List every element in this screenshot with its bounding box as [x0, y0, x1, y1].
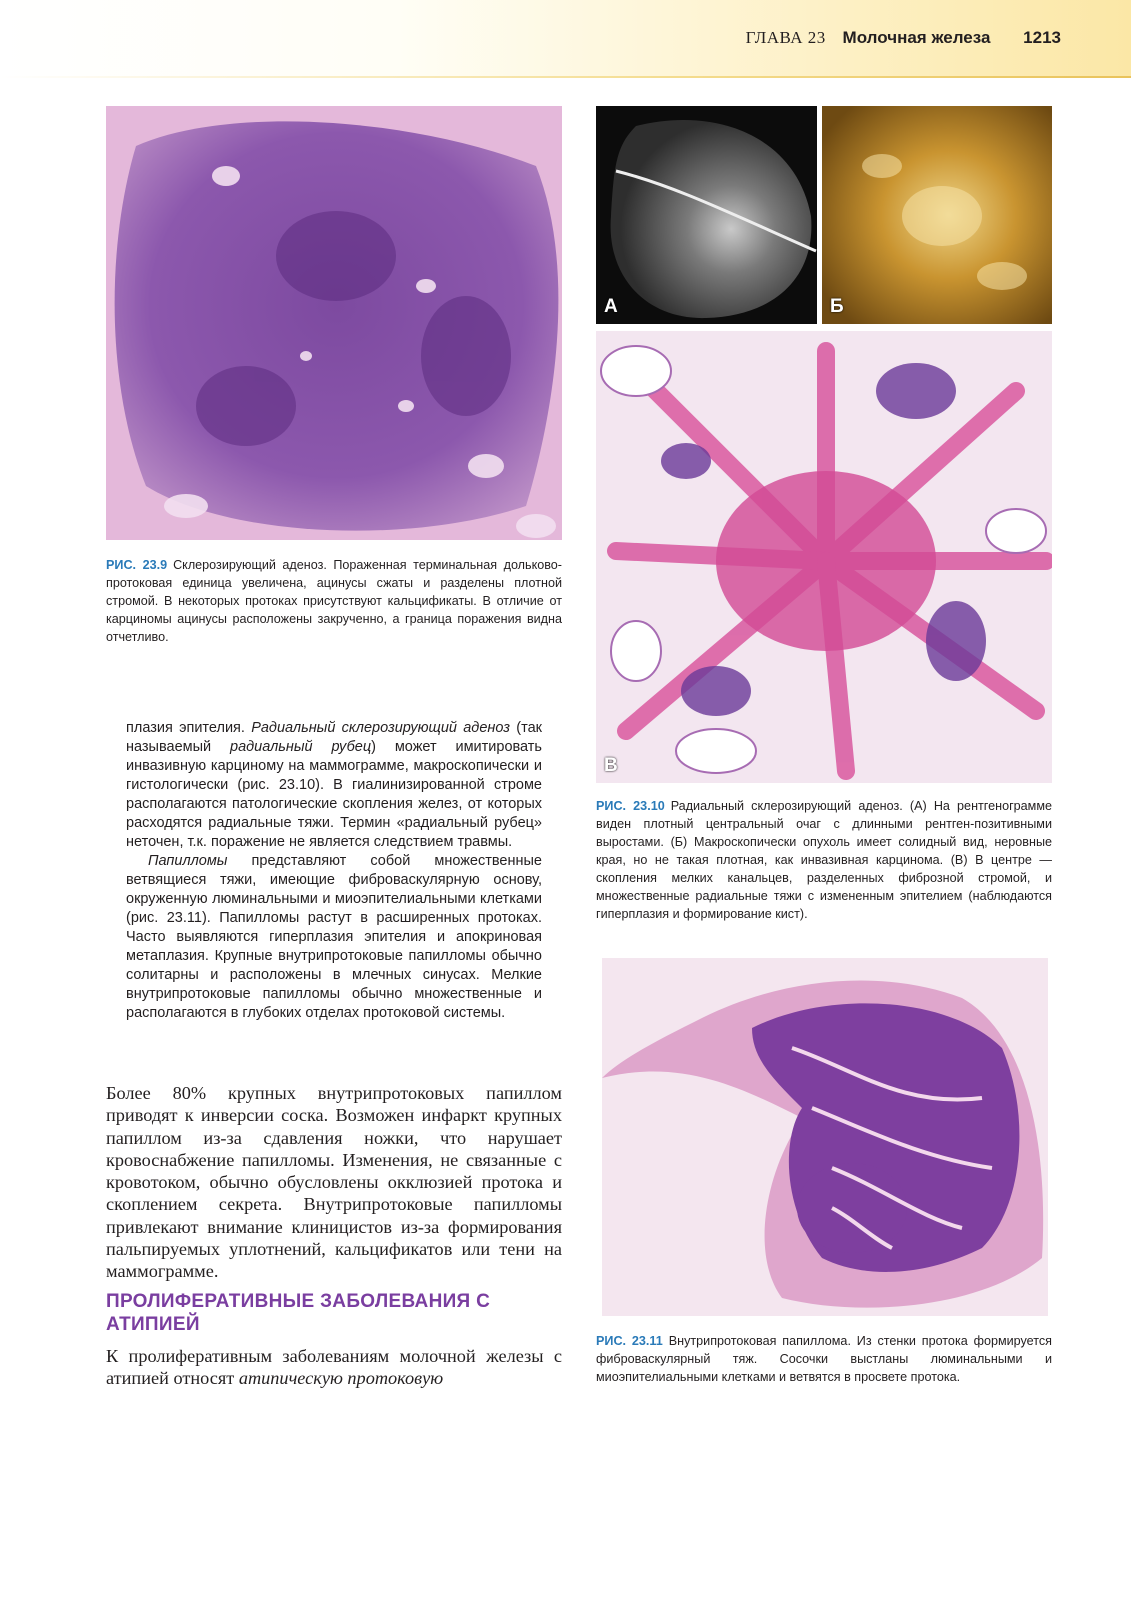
caption-label: РИС. 23.10: [596, 799, 665, 813]
figure-23-11-caption: [596, 1332, 1052, 1386]
figure-23-10-panel-c: [596, 331, 1052, 783]
figure-23-11-image: [602, 958, 1048, 1316]
panel-label-c: В: [604, 755, 618, 776]
histology-sclerosing-adenosis: [106, 106, 562, 540]
body-sans-block: [126, 719, 542, 1023]
panel-label-b: Б: [830, 296, 844, 317]
caption-label: РИС. 23.11: [596, 1334, 663, 1348]
caption-text: Внутрипротоковая папиллома. Из стенки протока формируется фиброваскулярный тяж. Сосочки выстланы люминальными и миоэпителиальными клетками и ветвятся в просвете протока.: [596, 1334, 1052, 1384]
gross-specimen-image: [822, 106, 1052, 324]
caption-text: Склерозирующий аденоз. Пораженная терминальная дольково-протоковая единица увеличена, ацинусы сжаты и разделены плотной стромой. В некоторых протоках присутствуют кальцификаты. В отличие от карциномы ацинусы расположены закрученно, а граница поражения видна отчетливо.: [106, 558, 562, 644]
caption-text: Радиальный склерозирующий аденоз. (А) На рентгенограмме виден плотный центральный очаг с длинными рентген-позитивными выростами. (Б) Макроскопически опухоль имеет солидный вид, неровные края, но не такая плотная, как инвазивная карцинома. (В) В центре — скопления мелких канальцев, разделенных фиброзной стромой, и множественные радиальные тяжи с измененным эпителием (наблюдаются гиперплазия и формирование кист).: [596, 799, 1052, 921]
body-serif-final: К пролиферативным заболеваниям молочной железы с атипией относят атипическую протоковую: [106, 1346, 562, 1389]
header-text: [746, 28, 1061, 48]
histology-intraductal-papilloma: [602, 958, 1048, 1316]
figure-23-9-caption: [106, 556, 562, 646]
body-serif-paragraph: Более 80% крупных внутрипротоковых папиллом приводят к инверсии соска. Возможен инфаркт крупных папиллом из-за сдавления ножки, что нарушает кровоснабжение папилломы. Изменения, не связанные с кровотоком, обычно обусловлены окклюзией протока и скоплением секрета. Внутрипротоковые папилломы привлекают внимание клиницистов из-за формирования пальпируемых уплотнений, кальцификатов или тени на маммограмме.: [106, 1083, 562, 1282]
section-heading: ПРОЛИФЕРАТИВНЫЕ ЗАБОЛЕВАНИЯ С АТИПИЕЙ: [106, 1291, 491, 1335]
caption-label: РИС. 23.9: [106, 558, 168, 572]
histology-radial-scar: [596, 331, 1052, 783]
page-number: 1213: [1023, 28, 1061, 47]
panel-label-a: А: [604, 296, 618, 317]
figure-23-9-image: [106, 106, 562, 540]
figure-23-10-caption: [596, 797, 1052, 923]
chapter-label: ГЛАВА 23: [745, 28, 826, 47]
figure-23-10-panel-b: [822, 106, 1052, 324]
section-title: Молочная железа: [842, 28, 991, 47]
header-rule: [0, 76, 1131, 78]
paragraph-papillomas: Папилломы представляют собой множественные ветвящиеся тяжи, имеющие фиброваскулярную основу, окруженную люминальными и миоэпителиальными клетками (рис. 23.11). Папилломы растут в расширенных протоках. Часто выявляются гиперплазия эпителия и апокриновая метаплазия. Крупные внутрипротоковые папилломы обычно солитарны и расположены в млечных синусах. Мелкие внутрипротоковые папилломы обычно множественные и располагаются в глубоких отделах протоковой системы.: [126, 853, 542, 1021]
mammogram-image: [596, 106, 817, 324]
figure-23-10-panel-a: [596, 106, 817, 324]
paragraph-radial-scar: плазия эпителия. Радиальный склерозирующий аденоз (так называемый радиальный рубец) может имитировать инвазивную карциному на маммограмме, макроскопически и гистологически (рис. 23.10). В гиалинизированной строме располагаются патологические скопления желез, от которых расходятся радиальные тяжи. Термин «радиальный рубец» неточен, т.к. поражение не является следствием травмы.: [126, 720, 542, 850]
